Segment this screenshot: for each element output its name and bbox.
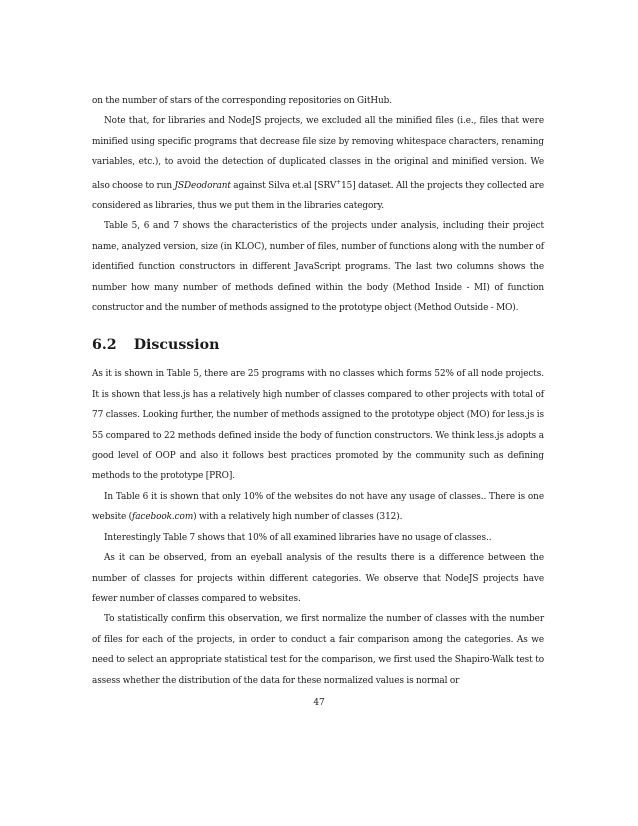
- paragraph-text: ) with a relatively high number of classes (312).: [193, 512, 403, 523]
- page-number: 47: [313, 698, 325, 708]
- paragraph-table-description: Table 5, 6 and 7 shows the characteristics of the projects under analysis, including their project name, analyzed version, size (in KLOC), number of files, number of functions along with the number of identified function constructors in different JavaScript programs. The last two columns shows the number how many number of methods defined within the body (Method Inside - MI) of function constructor and the number of methods assigned to the prototype object (Method Outside - MO).: [92, 221, 544, 314]
- tool-name: JSDeodorant: [174, 180, 231, 191]
- paragraph-discussion-2: [92, 487, 544, 528]
- citation-superscript: +: [336, 178, 342, 186]
- section-number: 6.2: [92, 337, 117, 354]
- website-name: facebook.com: [132, 512, 194, 523]
- section-title: Discussion: [133, 337, 220, 354]
- paragraph-minified-files: [92, 111, 544, 216]
- section-heading: [92, 336, 544, 354]
- paragraph-text: Note that, for libraries and NodeJS projects, we excluded all the minified files (i.e., files that were minified using specific programs that decrease file size by removing whitespace characters, renaming variables, etc.), to avoid the detection of duplicated classes in the original and minified version. We also choose to run: [92, 116, 544, 191]
- paragraph-text: In Table 6 it is shown that only 10% of the websites do not have any usage of classes.. There is one website (: [92, 491, 544, 523]
- paragraph-discussion-4: As it can be observed, from an eyeball analysis of the results there is a difference between the number of classes for projects within different categories. We observe that NodeJS projects have fewer number of classes compared to websites.: [92, 553, 544, 604]
- paragraph-continuation: on the number of stars of the corresponding repositories on GitHub.: [92, 96, 392, 106]
- page-body: [92, 91, 544, 691]
- paragraph-text: 15] dataset. All the projects they collected are considered as libraries, thus we put them in the libraries category.: [92, 180, 544, 211]
- paragraph-text: against Silva et.al [SRV: [230, 180, 337, 191]
- paragraph-discussion-3: Interestingly Table 7 shows that 10% of all examined libraries have no usage of classes..: [104, 532, 492, 543]
- paragraph-discussion-5: To statistically confirm this observation, we first normalize the number of classes with the number of files for each of the projects, in order to conduct a fair comparison among the categories. As we need to select an appropriate statistical test for the comparison, we first used the Shapiro-Walk test to assess whether the distribution of the data for these normalized values is normal or: [92, 614, 544, 686]
- paragraph-discussion-1: As it is shown in Table 5, there are 25 programs with no classes which forms 52% of all node projects. It is shown that less.js has a relatively high number of classes compared to other projects with total of 77 classes. Looking further, the number of methods assigned to the prototype object (MO) for less.js is 55 compared to 22 methods defined inside the body of function constructors. We think less.js adopts a good level of OOP and also it follows best practices promoted by the community such as defining methods to the prototype [PRO].: [92, 369, 544, 482]
